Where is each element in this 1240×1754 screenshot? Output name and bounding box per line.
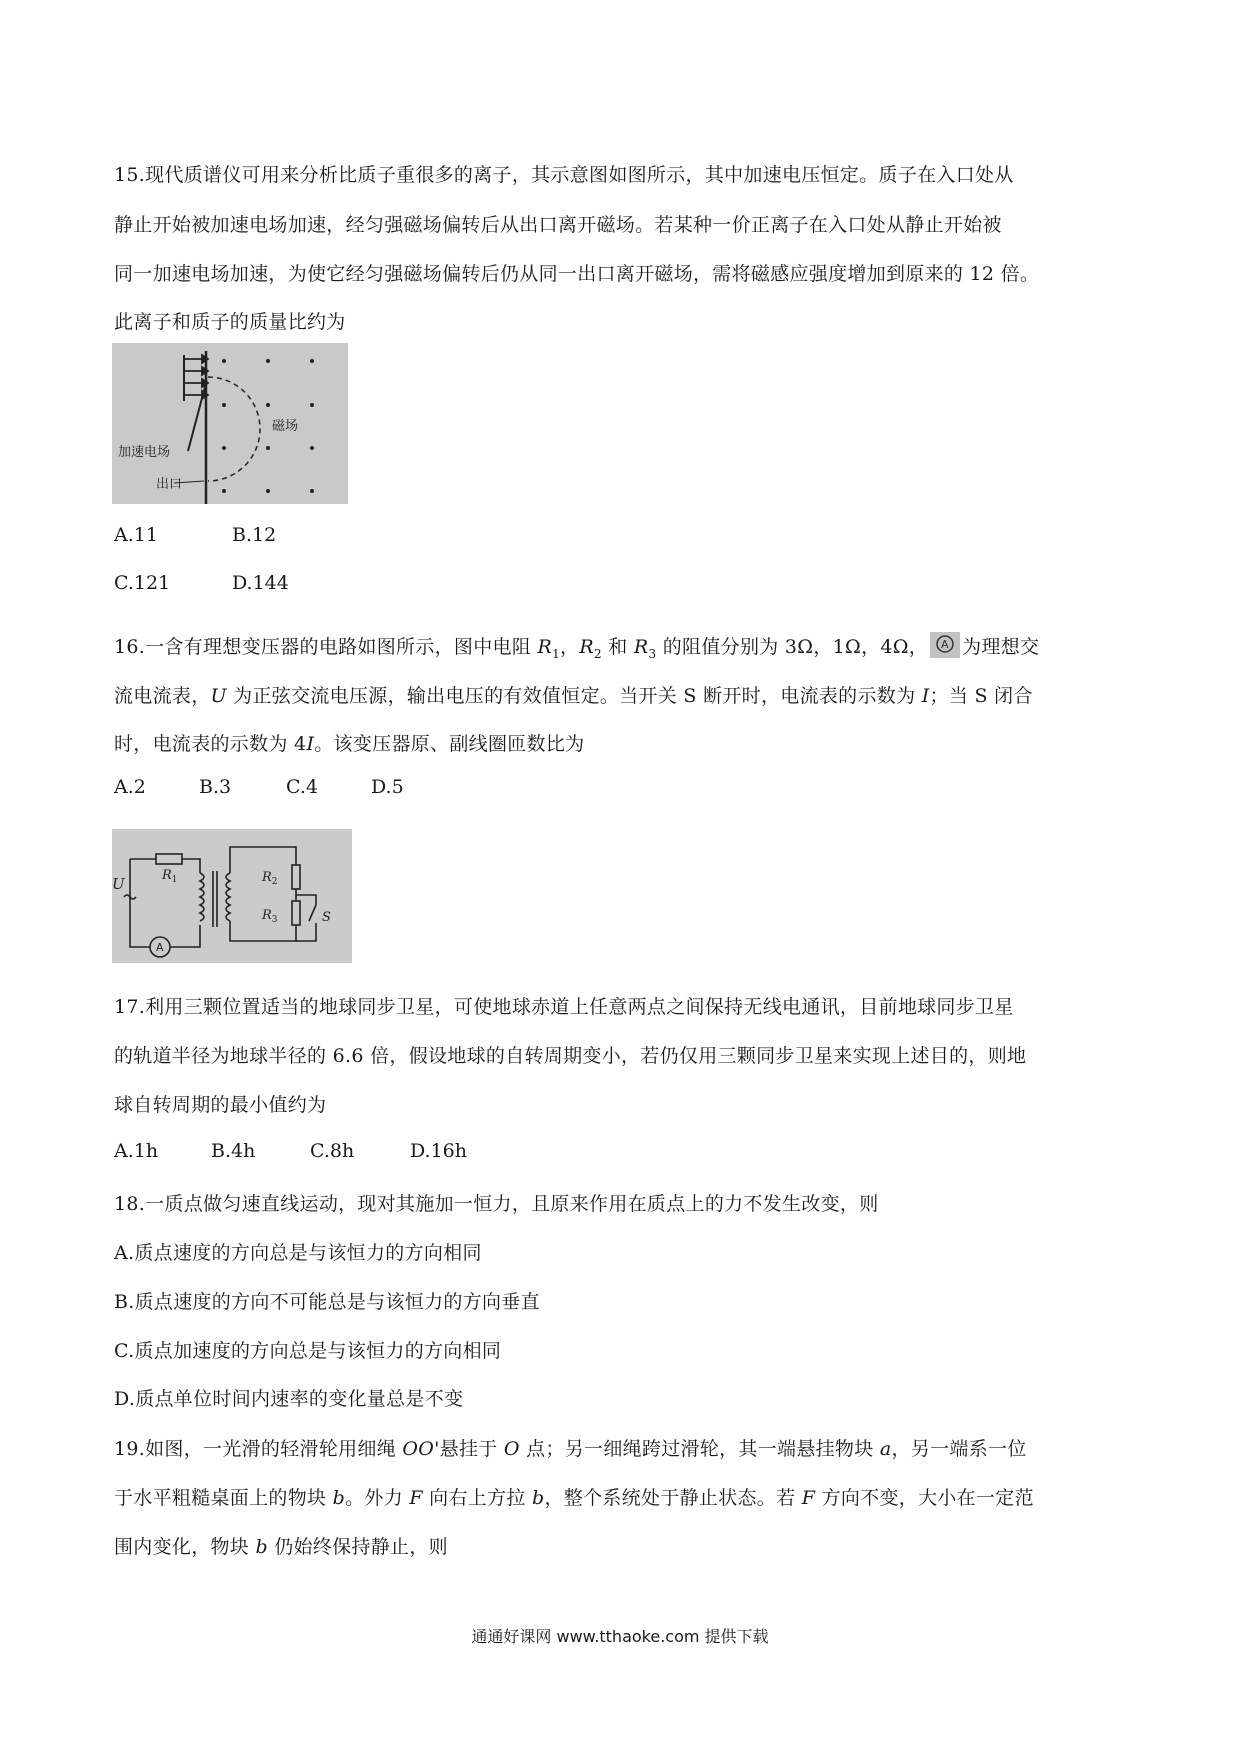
q16-line-2: 流电流表，U 为正弦交流电压源，输出电压的有效值恒定。当开关 S 断开时，电流表的示数为 I；当 S 闭合 <box>114 685 1033 707</box>
q17-option-a: A.1h <box>114 1140 159 1162</box>
r2-label: $R_2$ <box>262 870 278 887</box>
switch-label: S <box>322 910 331 925</box>
q19-line-2: 于水平粗糙桌面上的物块 b。外力 F 向右上方拉 b，整个系统处于静止状态。若 F 方向不变，大小在一定范 <box>114 1487 1034 1509</box>
r1-label: $R_1$ <box>162 868 178 885</box>
voltage-source-label: U <box>112 875 125 893</box>
exit-label: 出口 <box>156 477 183 492</box>
q17-option-d: D.16h <box>410 1140 468 1162</box>
q15-line-2: 静止开始被加速电场加速，经匀强磁场偏转后从出口离开磁场。若某种一价正离子在入口处从静止开始被 <box>114 214 1002 236</box>
q18-option-a: A.质点速度的方向总是与该恒力的方向相同 <box>114 1242 482 1264</box>
page-footer: 通通好课网 www.tthaoke.com 提供下载 <box>471 1627 769 1646</box>
q16-option-d: D.5 <box>371 776 404 798</box>
q19-line-1: 19.如图，一光滑的轻滑轮用细绳 OO'悬挂于 O 点；另一细绳跨过滑轮，其一端悬挂物块 a，另一端系一位 <box>114 1438 1027 1460</box>
q15-line-3: 同一加速电场加速，为使它经匀强磁场偏转后仍从同一出口离开磁场，需将磁感应强度增加到原来的 12 倍。 <box>114 263 1040 285</box>
q17-option-c: C.8h <box>310 1140 355 1162</box>
q15-line-1: 15.现代质谱仪可用来分析比质子重很多的离子，其示意图如图所示，其中加速电压恒定。质子在入口处从 <box>114 164 1014 186</box>
q16-line-1: 16.一含有理想变压器的电路如图所示，图中电阻 $R_1$，$R_2$ 和 $R_3$ 的阻值分别为 3Ω，1Ω，4Ω， A 为理想交 <box>114 632 1039 661</box>
q15-option-c: C.121 <box>114 572 171 594</box>
magnetic-field-label: 磁场 <box>272 419 299 434</box>
q19-line-3: 围内变化，物块 b 仍始终保持静止，则 <box>114 1536 448 1558</box>
q15-option-b: B.12 <box>232 524 277 546</box>
q17-option-b: B.4h <box>211 1140 256 1162</box>
q18-stem: 18.一质点做匀速直线运动，现对其施加一恒力，且原来作用在质点上的力不发生改变，则 <box>114 1193 879 1215</box>
r3-label: $R_3$ <box>262 908 278 925</box>
transformer-circuit-figure <box>112 829 352 963</box>
accelerating-field-label: 加速电场 <box>118 445 171 460</box>
q17-line-1: 17.利用三颗位置适当的地球同步卫星，可使地球赤道上任意两点之间保持无线电通讯，目前地球同步卫星 <box>114 996 1014 1018</box>
q16-option-b: B.3 <box>199 776 232 798</box>
q16-line-3: 时，电流表的示数为 4I。该变压器原、副线圈匝数比为 <box>114 733 585 755</box>
q18-option-c: C.质点加速度的方向总是与该恒力的方向相同 <box>114 1340 502 1362</box>
q15-option-d: D.144 <box>232 572 289 594</box>
q15-option-a: A.11 <box>114 524 158 546</box>
q15-line-4: 此离子和质子的质量比约为 <box>114 311 346 333</box>
q18-option-d: D.质点单位时间内速率的变化量总是不变 <box>114 1388 464 1410</box>
q17-line-2: 的轨道半径为地球半径的 6.6 倍，假设地球的自转周期变小，若仍仅用三颗同步卫星来实现上述目的，则地 <box>114 1045 1027 1067</box>
q17-line-3: 球自转周期的最小值约为 <box>114 1094 327 1116</box>
q18-option-b: B.质点速度的方向不可能总是与该恒力的方向垂直 <box>114 1291 540 1313</box>
ammeter-label: A <box>156 941 164 954</box>
mass-spectrometer-figure <box>112 343 348 504</box>
svg-text:A: A <box>941 638 949 651</box>
ammeter-icon <box>930 632 960 658</box>
q16-option-a: A.2 <box>114 776 146 798</box>
q16-option-c: C.4 <box>286 776 318 798</box>
